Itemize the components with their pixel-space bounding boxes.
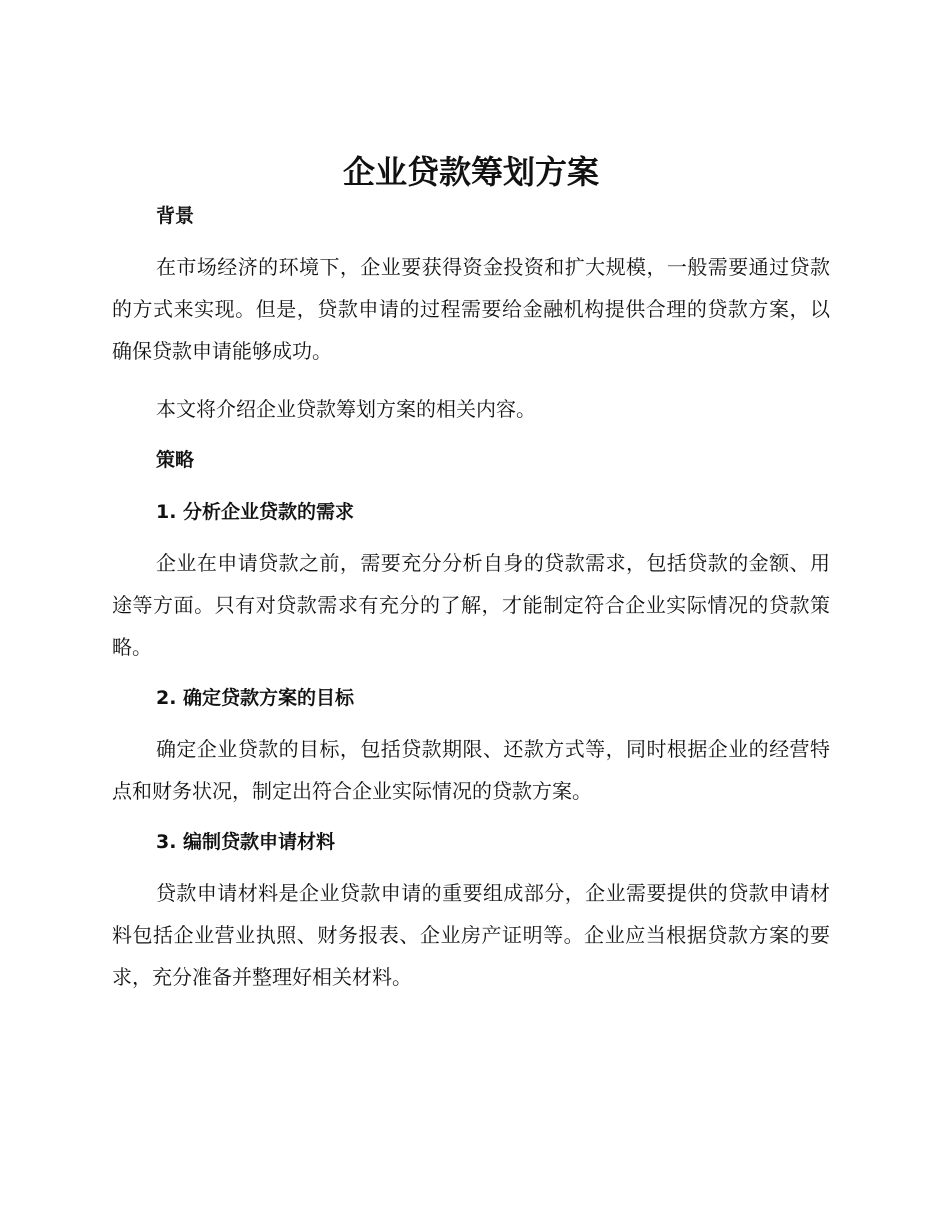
spacer <box>112 230 830 246</box>
paragraph-background-2: 本文将介绍企业贷款筹划方案的相关内容。 <box>156 397 536 421</box>
spacer <box>112 712 830 728</box>
subheading-set-goals: 2. 确定贷款方案的目标 <box>156 687 355 709</box>
paragraph-background-1: 在市场经济的环境下，企业要获得资金投资和扩大规模，一般需要通过贷款的方式来实现。但是，贷款申请的过程需要给金融机构提供合理的贷款方案，以确保贷款申请能够成功。 <box>112 255 830 363</box>
spacer <box>112 526 830 542</box>
spacer <box>112 430 830 446</box>
section-heading-background: 背景 <box>156 205 195 227</box>
section-heading-strategy: 策略 <box>156 449 195 471</box>
spacer <box>112 372 830 388</box>
paragraph-prepare-materials: 贷款申请材料是企业贷款申请的重要组成部分，企业需要提供的贷款申请材料包括企业营业执照、财务报表、企业房产证明等。企业应当根据贷款方案的要求，充分准备并整理好相关材料。 <box>112 881 830 989</box>
document-page <box>112 150 830 998</box>
spacer <box>112 856 830 872</box>
spacer <box>112 812 830 828</box>
spacer <box>112 668 830 684</box>
subheading-prepare-materials: 3. 编制贷款申请材料 <box>156 831 336 853</box>
paragraph-analyze-needs: 企业在申请贷款之前，需要充分分析自身的贷款需求，包括贷款的金额、用途等方面。只有对贷款需求有充分的了解，才能制定符合企业实际情况的贷款策略。 <box>112 551 830 659</box>
paragraph-set-goals: 确定企业贷款的目标，包括贷款期限、还款方式等，同时根据企业的经营特点和财务状况，制定出符合企业实际情况的贷款方案。 <box>112 737 830 803</box>
subheading-analyze-needs: 1. 分析企业贷款的需求 <box>156 501 355 523</box>
document-title: 企业贷款筹划方案 <box>342 153 599 191</box>
spacer <box>112 474 830 498</box>
